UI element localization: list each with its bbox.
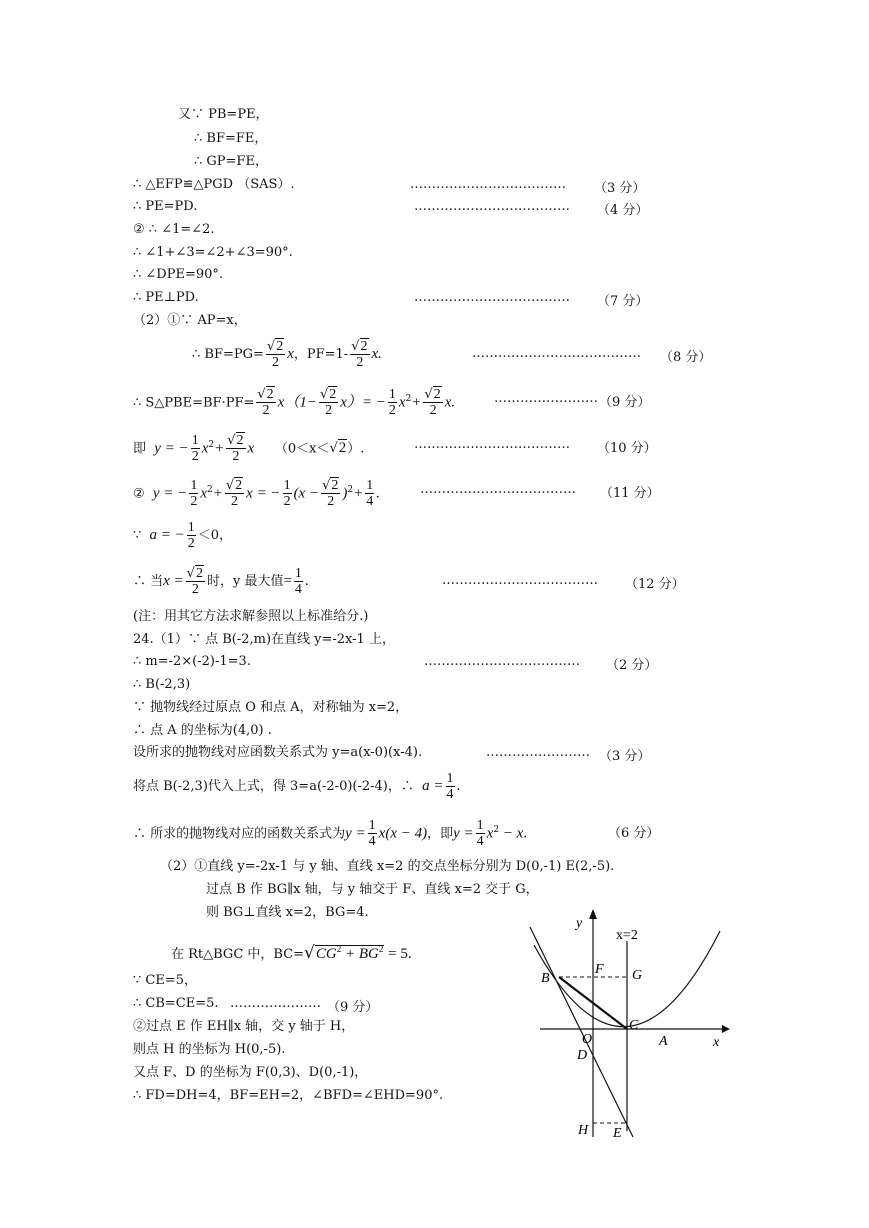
leader-dots: ……………………………… xyxy=(414,199,570,214)
leader-dots: ……………………………… xyxy=(420,482,576,497)
leader-dots: ……………………………… xyxy=(414,437,570,452)
leader-dots: …………………… xyxy=(486,745,590,760)
problem-line: ∴ CB=CE=5. xyxy=(133,996,219,1011)
score-label: （9 分） xyxy=(599,395,651,410)
proof-line: ∴ PE⊥PD. xyxy=(133,290,199,305)
leader-dots: ……………………………… xyxy=(414,290,570,305)
score-label: （3 分） xyxy=(594,181,646,196)
geometry-figure xyxy=(520,905,740,1145)
proof-line: ∴ PE=PD. xyxy=(133,199,198,214)
label-f: F xyxy=(595,962,604,977)
problem-line: ∴ 点 A 的坐标为(4,0) . xyxy=(133,723,272,738)
leader-dots: ………………………………… xyxy=(472,346,641,361)
label-y: y xyxy=(576,916,583,931)
proof-line: ∴ ∠DPE=90°. xyxy=(133,267,224,282)
score-label: （12 分） xyxy=(625,577,685,592)
problem-line: 则点 H 的坐标为 H(0,-5). xyxy=(133,1042,286,1057)
problem-line: 设所求的抛物线对应函数关系式为 y=a(x-0)(x-4). xyxy=(133,745,423,760)
note: (注：用其它方法求解参照以上标准给分.) xyxy=(133,609,369,624)
fraction: $\frac{√2}{2}$ xyxy=(351,339,368,370)
problem-line: 又点 F、D 的坐标为 F(0,3)、D(0,-1)， xyxy=(133,1065,368,1080)
problem-line: ∴ m=-2×(-2)-1=3. xyxy=(133,654,251,669)
formula-line: ∵ a = − $\frac{1}{2}$ ＜0， xyxy=(133,520,233,551)
formula-line: 在 Rt△BGC 中，$BC=√CG^2 + BG^2 = 5$. xyxy=(171,943,412,963)
label-b: B xyxy=(541,971,550,986)
proof-line: 又∵ PB=PE， xyxy=(178,107,269,122)
label-x2: x=2 xyxy=(616,928,638,943)
problem-line: ∴ B(-2,3) xyxy=(133,677,191,692)
score-label: （11 分） xyxy=(600,486,660,501)
score-label: （4 分） xyxy=(597,203,649,218)
fraction: $\frac{√2}{2}$ xyxy=(266,339,284,370)
leader-dots: ………………… xyxy=(230,996,321,1011)
score-label: （3 分） xyxy=(599,749,651,764)
leader-dots: ……………………………… xyxy=(410,177,566,192)
leader-dots: ……………………………… xyxy=(442,573,598,588)
y-axis-arrow xyxy=(589,909,597,919)
label-o: O xyxy=(582,1032,593,1047)
proof-line: （2）①∵ AP=x， xyxy=(133,313,247,328)
formula-line: ∴ S△PBE=BF·PF= $\frac{√2}{2}$ x（1− $\frac{√2}{2}$ x）= − $\frac{1}{2}$ $x^2+$ $\frac{√2}{2}$ x. xyxy=(133,387,456,419)
formula-line: ② y = − $\frac{1}{2}$ $x^2+$ $\frac{√2}{2}$ x = − $\frac{1}{2}$ (x − $\frac{√2}{2}$ )$^2$+ $\frac{1}{4}$ . xyxy=(133,478,380,510)
formula-line: ∴ BF=PG= $\frac{√2}{2}$ x，PF=1- $\frac{√2}{2}$ x. xyxy=(192,339,382,370)
label-x: x xyxy=(713,1035,720,1050)
problem-line: （2）①直线 y=-2x-1 与 y 轴、直线 x=2 的交点坐标分别为 D(0,-1) E(2,-5). xyxy=(160,859,615,874)
label-g: G xyxy=(632,968,643,983)
formula-line: ∴ 所求的抛物线对应的函数关系式为y = $\frac{1}{4}$ x(x − 4)，即y = $\frac{1}{4}$ $x^2 - x$. xyxy=(133,818,528,850)
proof-line: ∴ BF=FE， xyxy=(194,131,268,146)
formula-line: 即 y = − $\frac{1}{2}$ $x^2+$ $\frac{√2}{2}$ x （0＜x＜√2）. xyxy=(133,433,365,465)
label-h: H xyxy=(578,1123,589,1138)
x-axis-arrow xyxy=(722,1025,730,1033)
problem-line: 过点 B 作 BG∥x 轴，与 y 轴交于 F、直线 x=2 交于 G， xyxy=(206,882,539,897)
problem-line: ∵ 抛物线经过原点 O 和点 A，对称轴为 x=2， xyxy=(133,700,409,715)
formula-line: ∴ 当x = $\frac{√2}{2}$ 时，y 最大值= $\frac{1}{4}$ . xyxy=(133,566,309,597)
label-a: A xyxy=(659,1034,668,1049)
problem-line: 24.（1）∵ 点 B(-2,m)在直线 y=-2x-1 上， xyxy=(133,632,395,647)
score-label: （7 分） xyxy=(597,294,649,309)
proof-line: ∴ △EFP≌△PGD （SAS）. xyxy=(133,177,295,192)
score-label: （8 分） xyxy=(660,350,712,365)
leader-dots: ……………………………… xyxy=(424,654,580,669)
proof-line: ∴ GP=FE， xyxy=(194,154,268,169)
problem-line: ②过点 E 作 EH∥x 轴，交 y 轴于 H， xyxy=(133,1019,355,1034)
label-d: D xyxy=(577,1048,588,1063)
problem-line: ∴ FD=DH=4，BF=EH=2，∠BFD=∠EHD=90°. xyxy=(133,1088,444,1103)
label-e: E xyxy=(613,1126,622,1141)
problem-line: 则 BG⊥直线 x=2，BG=4. xyxy=(206,905,369,920)
score-label: （10 分） xyxy=(597,441,657,456)
leader-dots: …………………… xyxy=(494,391,598,406)
score-label: （6 分） xyxy=(608,826,660,841)
score-label: （2 分） xyxy=(606,658,658,673)
score-label: （9 分） xyxy=(327,1000,379,1015)
formula-line: 将点 B(-2,3)代入上式，得 3=a(-2-0)(-2-4)，∴ a = $\frac{1}{4}$ . xyxy=(133,771,461,802)
proof-line: ② ∴ ∠1=∠2. xyxy=(133,222,215,237)
problem-line: ∵ CE=5， xyxy=(133,973,198,988)
text: ∴ BF=PG= xyxy=(192,347,264,362)
label-c: C xyxy=(629,1018,639,1033)
proof-line: ∴ ∠1+∠3=∠2+∠3=90°. xyxy=(133,245,293,260)
